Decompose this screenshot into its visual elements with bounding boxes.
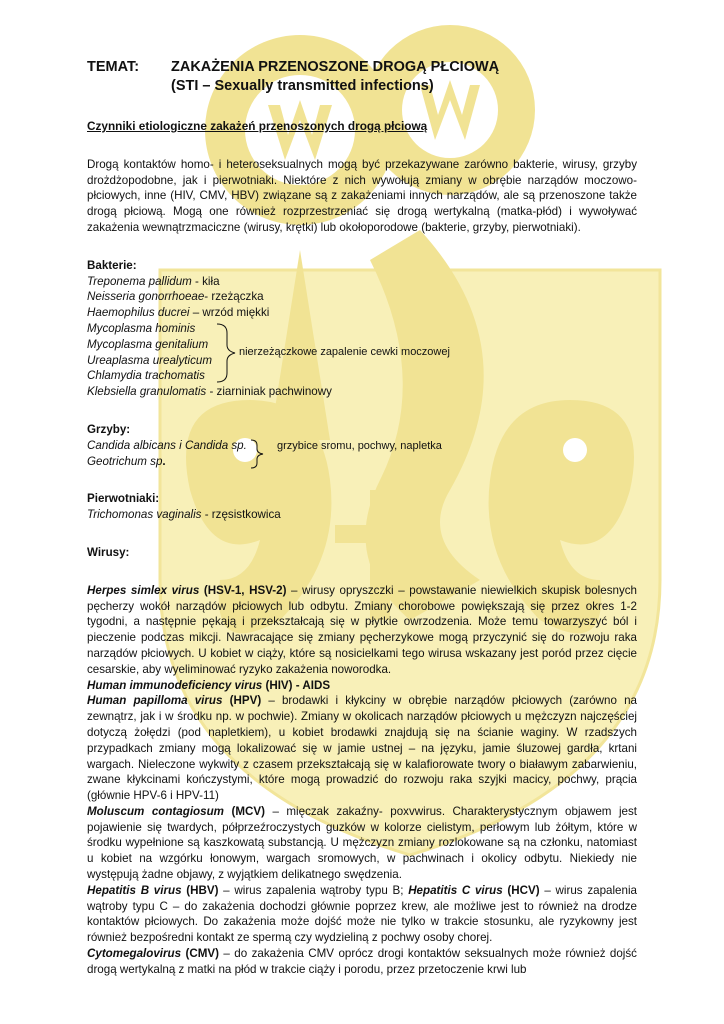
list-item: Ureaplasma urealyticum xyxy=(87,353,213,367)
fungi-group xyxy=(87,438,637,470)
hiv-line: Human immunodeficiency virus (HIV) - AIDS xyxy=(87,678,331,692)
group-brace-icon xyxy=(249,439,265,469)
list-item: Geotrichum sp. xyxy=(87,454,166,468)
mcv-paragraph: Moluscum contagiosum (MCV) – mięczak zakaźny- poxvwirus. Charakterystycznym objawem jest pojawienie się twardych, półprzeźroczystych guzków w kolorze cielistym, perłowym lub żółtym, które w środku wypełnione są kaszkowatą substancją. U mężczyzn zmiany rozlokowane są na członku, natomiast u kobiet na wzgórku łonowym, wargach sromowych, w pachwinach i okolicy odbytu. Niekiedy nie występują żadne objawy, z wyjątkiem delikatnego swędzenia. xyxy=(87,804,637,882)
list-item: Neisseria gonorrhoeae- rzeżączka xyxy=(87,290,264,304)
list-item: Klebsiella granulomatis - ziarniniak pachwinowy xyxy=(87,385,332,399)
list-item: Treponema pallidum - kiła xyxy=(87,274,220,288)
hpv-paragraph: Human papilloma virus (HPV) – brodawki i kłykciny w obrębie narządów płciowych (zarówno na zewnątrz, jak i w środku np. w pochwie). Zmiany w okolicach narządów płciowych u mężczyzn najczęściej dotyczą żołędzi (pod napletkiem), u kobiet brodawki znajdują się na ścianie waginy. W rzadszych przypadkach zmiany mogą lokalizować się w jamie ustnej – na języku, jamie śluzowej gardła, krtani wargach. Nieleczone wykwity z czasem przekształcają się w kalafiorowate twory o białawym zabarwieniu, zwane kłykcinami kończystymi, które mogą prowadzić do rozwoju raka szyjki macicy, pochwy, prącia (głównie HPV-6 i HPV-11) xyxy=(87,694,638,803)
viruses-heading: Wirusy: xyxy=(87,545,130,559)
list-item: Chlamydia trachomatis xyxy=(87,369,205,383)
document-page xyxy=(87,58,637,978)
list-item: Mycoplasma genitalium xyxy=(87,337,209,351)
document-title: ZAKAŻENIA PRZENOSZONE DROGĄ PŁCIOWĄ xyxy=(171,59,500,75)
protozoa-heading: Pierwotniaki: xyxy=(87,492,160,506)
list-item: Haemophilus ducrei – wrzód miękki xyxy=(87,306,270,320)
list-item: Candida albicans i Candida sp. xyxy=(87,438,247,452)
group-note: grzybice sromu, pochwy, napletka xyxy=(277,439,442,452)
cmv-paragraph: Cytomegalovirus (CMV) – do zakażenia CMV oprócz drogi kontaktów seksualnych może również dojść drogą wertykalną z matki na płód w trakcie ciąży i porodu, przez przetoczenie krwi lub xyxy=(87,947,637,976)
herpes-paragraph: Herpes simlex virus (HSV-1, HSV-2) – wirusy opryszczki – powstawanie niewielkich skupisk bolesnych pęcherzy wokół narządów płciowych lub odbytu. Zmiany chorobowe powiększają się przez okres 1-2 tygodni, a następnie pękają i przekształcają się w płytkie owrzodzenia. Może temu towarzyszyć ból i pieczenie podczas mikcji. Nawracające się zmiany pęcherzykowe mogą przyczynić się do rozwoju raka narządów płciowych. U kobiet w ciąży, które są nosicielkami tego wirusa wskazany jest poród przez cięcie cesarskie, aby wyeliminować ryzyko zakażenia noworodka. xyxy=(87,583,637,676)
list-item: Mycoplasma hominis xyxy=(87,321,196,335)
intro-paragraph: Drogą kontaktów homo- i heteroseksualnych mogą być przekazywane zarówno bakterie, wirusy, grzyby drożdżopodobne, jak i pierwotniaki. Niektóre z nich wywołują zmiany w obrębie narządów moczowo-płciowych, inne (HIV, CMV, HBV) związane są z zakażeniami innych narządów, ale są przenoszone także drogą płciową. Mogą one również rozprzestrzeniać się drogą wertykalną (matka-płód) i wywoływać zakażenia wewnątrzmaciczne (wirusy, krętki) lub okołoporodowe (bakterie, grzyby, pierwotniaki). xyxy=(87,157,637,234)
fungi-heading: Grzyby: xyxy=(87,422,131,436)
mycoplasma-group xyxy=(87,321,637,384)
bacteria-heading: Bakterie: xyxy=(87,258,137,272)
group-brace-icon xyxy=(215,323,237,383)
document-title-row xyxy=(87,58,637,77)
document-subtitle: (STI – Sexually transmitted infections) xyxy=(171,78,434,94)
list-item: Trichomonas vaginalis - rzęsistkowica xyxy=(87,508,281,522)
group-note: nierzeżączkowe zapalenie cewki moczowej xyxy=(239,345,450,358)
topic-label: TEMAT: xyxy=(87,59,140,75)
hepatitis-paragraph: Hepatitis B virus (HBV) – wirus zapalenia wątroby typu B; Hepatitis C virus (HCV) – wirus zapalenia wątroby typu C – do zakażenia dochodzi głównie poprzez krew, ale możliwe jest to również na drodze kontaktów płciowych. Do zakażenia może dojść może nie tylko w trakcie stosunku, ale ryzykowny jest również bezpośredni kontakt ze spermą czy wydzieliną z pochwy osoby chorej. xyxy=(87,883,637,945)
section-heading: Czynniki etiologiczne zakażeń przenoszonych drogą płciową xyxy=(87,119,428,133)
